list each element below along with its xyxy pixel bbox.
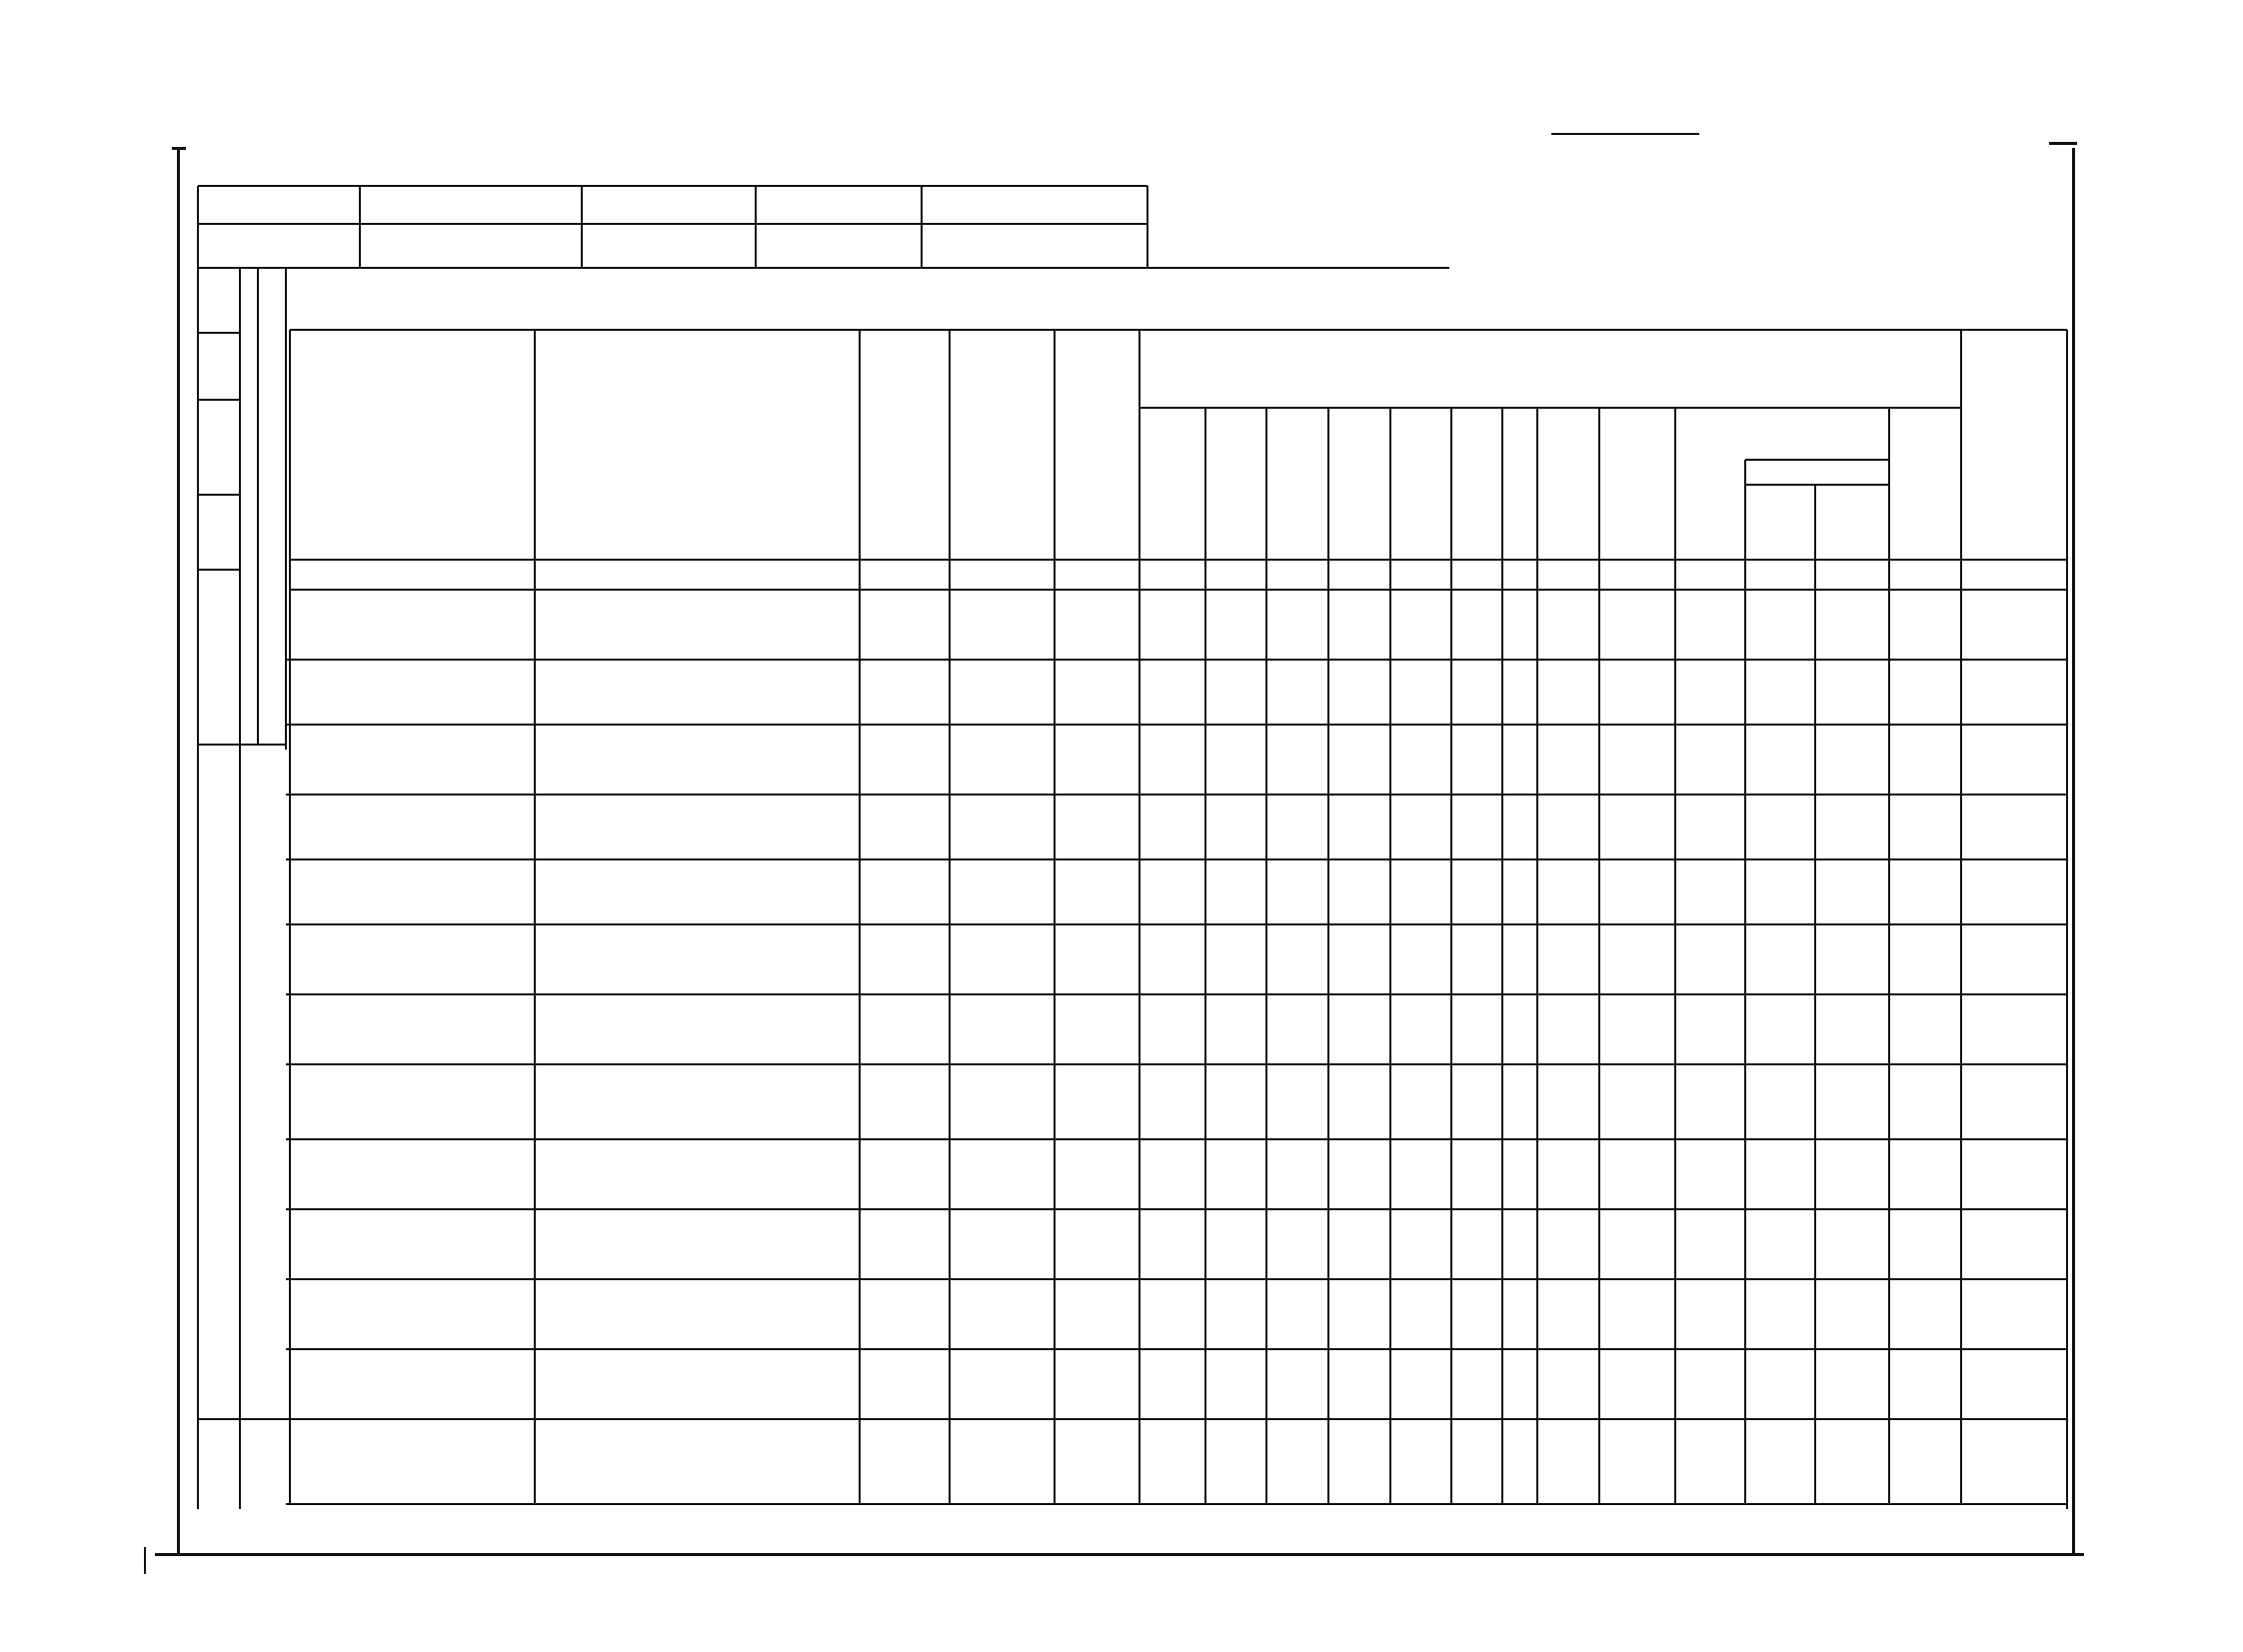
stamp-bottom	[198, 267, 1449, 269]
col-line	[1501, 408, 1503, 1504]
row-line	[286, 724, 2067, 726]
col-line	[1536, 408, 1538, 1504]
frame-right	[2072, 148, 2075, 1554]
row-line	[286, 1418, 2067, 1420]
row-line	[286, 1208, 2067, 1210]
side-tick	[198, 494, 240, 496]
frame-bottom	[155, 1553, 2084, 1556]
col-line	[859, 330, 861, 1504]
col-line	[1674, 408, 1676, 1504]
stamp-divider	[1146, 186, 1148, 268]
header-rule	[1139, 407, 1599, 409]
col-line	[1054, 330, 1056, 1504]
side-tick	[198, 399, 240, 401]
frame-corner	[172, 147, 186, 150]
frame-tick	[144, 1547, 146, 1574]
row-line	[286, 659, 2067, 661]
row-line	[286, 1278, 2067, 1280]
col-line	[1960, 330, 1962, 1504]
side-sep	[198, 1418, 286, 1420]
row-line	[286, 1138, 2067, 1140]
side-col	[239, 268, 241, 1509]
numbers-bottom	[290, 589, 2067, 591]
col-line	[1327, 408, 1329, 1504]
stamp-divider	[581, 186, 583, 268]
stamp-mid	[198, 223, 1147, 225]
col-line	[1598, 408, 1600, 1504]
header-rule	[1745, 459, 1889, 461]
col-line	[1265, 408, 1267, 1504]
col-line	[1389, 408, 1391, 1504]
col-line	[1450, 408, 1452, 1504]
col-line	[1138, 330, 1140, 1504]
row-line	[286, 1063, 2067, 1065]
row-line	[286, 993, 2067, 995]
row-line	[286, 1348, 2067, 1350]
row-line	[286, 794, 2067, 796]
side-col	[257, 268, 259, 745]
stamp-divider	[359, 186, 361, 268]
stamp-divider	[921, 186, 923, 268]
side-tick	[198, 332, 240, 334]
side-col	[285, 268, 287, 750]
col-line	[289, 330, 291, 1504]
header-rule	[1599, 407, 1961, 409]
side-col	[197, 268, 199, 1509]
frame-corner	[2049, 142, 2077, 145]
col-line	[1888, 408, 1890, 1504]
col-line	[534, 330, 536, 1504]
header-rule	[1745, 484, 1889, 486]
row-line	[286, 858, 2067, 860]
table-top	[290, 329, 2067, 331]
frame-left	[177, 148, 180, 1554]
stamp-divider	[755, 186, 757, 268]
header-bottom	[290, 559, 2067, 561]
col-line	[1204, 408, 1206, 1504]
col-line	[949, 330, 951, 1504]
row-line	[286, 1503, 2067, 1505]
table-right	[2066, 330, 2068, 1509]
row-line	[286, 923, 2067, 925]
stamp-top	[198, 185, 1147, 187]
side-sep	[198, 744, 286, 746]
top-mark	[1551, 133, 1699, 135]
stamp-divider	[197, 186, 199, 268]
side-sep	[239, 1419, 241, 1509]
side-tick	[198, 569, 240, 571]
